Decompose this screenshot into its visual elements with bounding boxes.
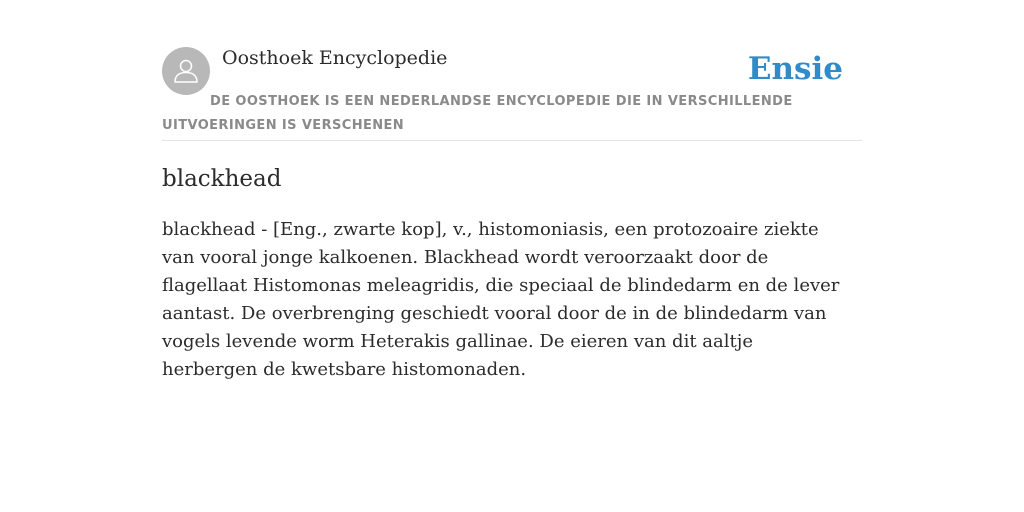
user-avatar-icon[interactable] xyxy=(162,47,210,95)
source-name-link[interactable]: Oosthoek Encyclopedie xyxy=(222,47,448,69)
page xyxy=(162,0,862,512)
source-header xyxy=(162,46,862,141)
source-description: DE OOSTHOEK IS EEN NEDERLANDSE ENCYCLOPEDIE DIE IN VERSCHILLENDE UITVOERINGEN IS VERSCHENEN xyxy=(162,94,793,133)
article-body: blackhead - [Eng., zwarte kop], v., histomoniasis, een protozoaire ziekte van vooral jonge kalkoenen. Blackhead wordt veroorzaakt door de flagellaat Histomonas meleagridis, die speciaal de blindedarm en de lever aantast. De overbrenging geschiedt vooral door de in de blindedarm van vogels levende worm Heterakis gallinae. De eieren van dit aaltje herbergen de kwetsbare histomonaden. xyxy=(162,219,840,380)
article-title: blackhead xyxy=(162,166,282,192)
brand-logo[interactable]: Ensie xyxy=(747,51,843,87)
